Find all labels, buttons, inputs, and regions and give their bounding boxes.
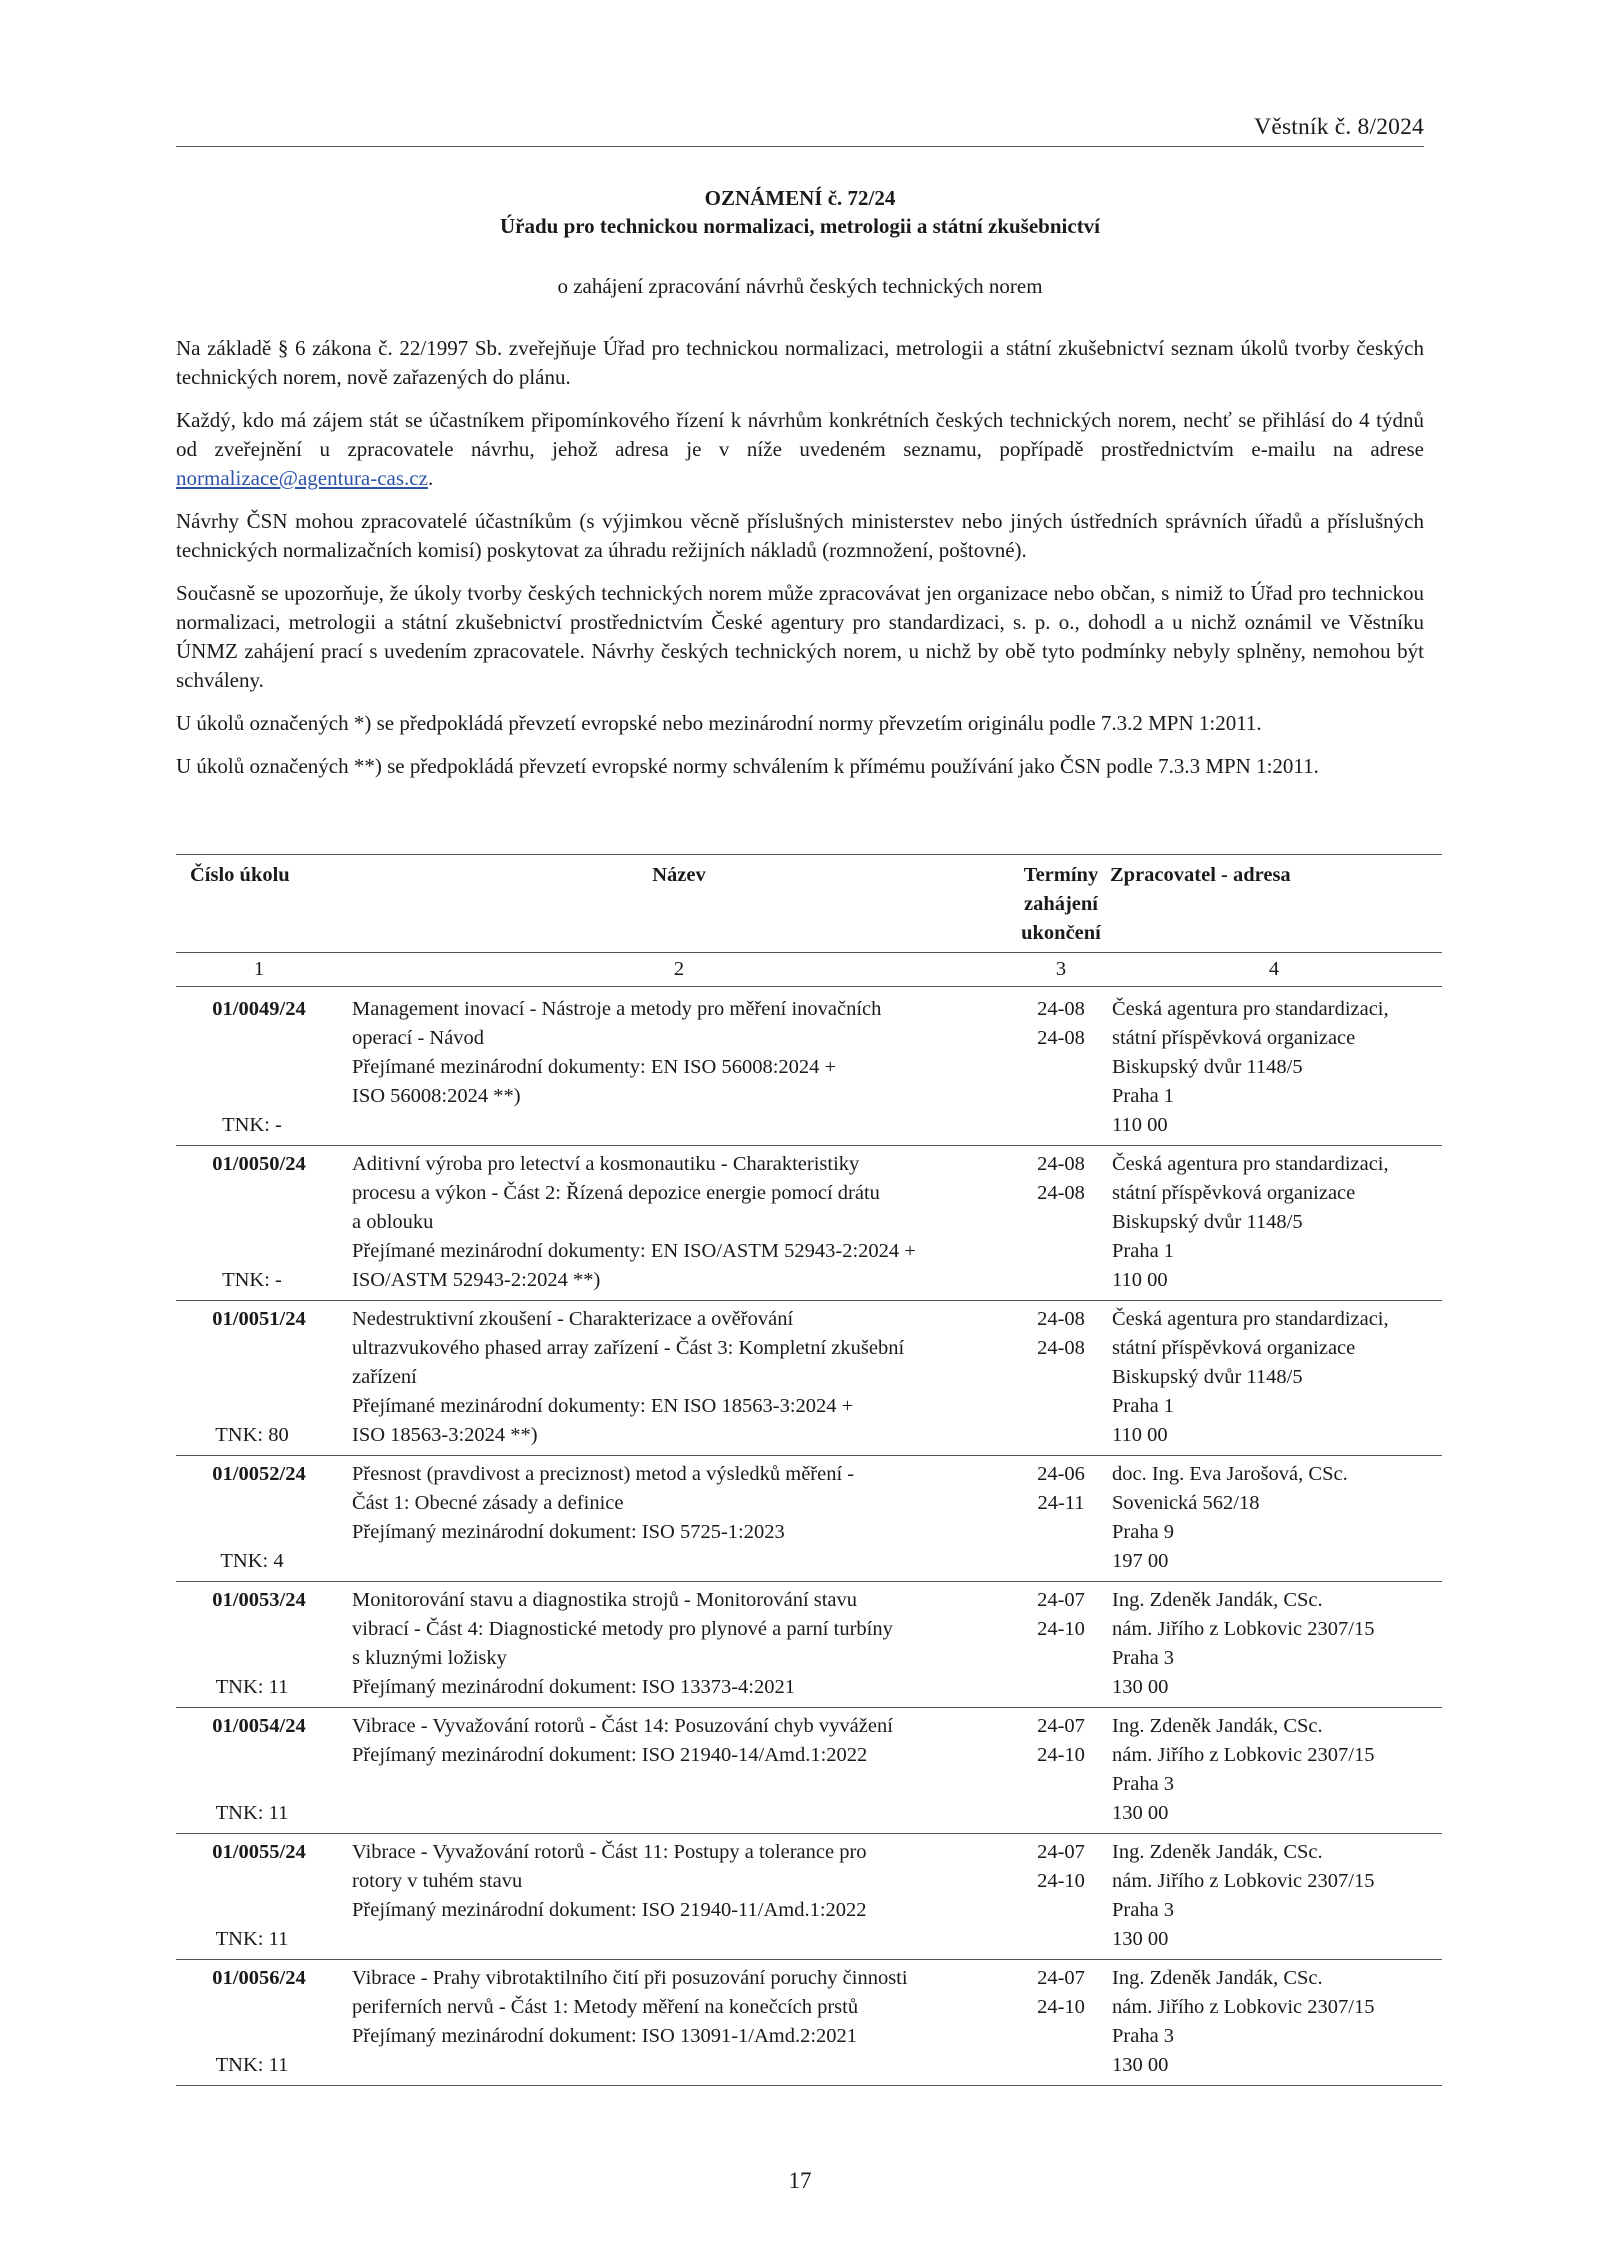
task-name-line: Přejímané mezinárodní dokumenty: EN ISO/ASTM 52943-2:2024 + [352, 1240, 916, 1262]
end-date: 24-10 [1037, 1870, 1085, 1892]
address-line: Biskupský dvůr 1148/5 [1112, 1366, 1303, 1388]
table-body [176, 987, 1442, 2086]
task-name-line: a oblouku [352, 1211, 434, 1233]
column-number: 4 [1106, 953, 1442, 987]
task-name-line: procesu a výkon - Část 2: Řízená depozice energie pomocí drátu [352, 1182, 880, 1204]
task-name-line: Přejímané mezinárodní dokumenty: EN ISO 56008:2024 + [352, 1056, 837, 1078]
tnk-label: TNK: 11 [215, 2054, 289, 2076]
task-dates-cell [1016, 1456, 1106, 1582]
end-date: 24-10 [1037, 1618, 1085, 1640]
processor-address-cell [1106, 1456, 1442, 1582]
address-line: státní příspěvková organizace [1112, 1027, 1356, 1049]
task-name-line: Přesnost (pravdivost a preciznost) metod a výsledků měření - [352, 1463, 855, 1485]
task-name-cell [342, 1708, 1016, 1834]
table-row [176, 1146, 1442, 1301]
tnk-label: TNK: - [222, 1114, 282, 1136]
task-number-cell [176, 1582, 342, 1708]
table-row [176, 1834, 1442, 1960]
header-dates [1016, 855, 1106, 953]
address-line: 130 00 [1112, 2054, 1169, 2076]
task-name-cell [342, 1146, 1016, 1301]
address-line: Praha 1 [1112, 1085, 1175, 1107]
paragraph-participation-text: Každý, kdo má zájem stát se účastníkem připomínkového řízení k návrhům konkrétních českých technických norem, nechť se přihlásí do 4 týdnů od zveřejnění u zpracovatele návrhu, jehož adresa je v níže uvedeném seznamu, popřípadě prostřednictvím e-mailu na adrese [176, 408, 1424, 461]
task-name-cell [342, 1960, 1016, 2086]
task-number-cell [176, 1456, 342, 1582]
task-name-line: Přejímaný mezinárodní dokument: ISO 21940-14/Amd.1:2022 [352, 1744, 868, 1766]
tnk-label: TNK: 4 [220, 1550, 284, 1572]
address-line: Biskupský dvůr 1148/5 [1112, 1056, 1303, 1078]
task-name-line: Přejímaný mezinárodní dokument: ISO 13373-4:2021 [352, 1676, 795, 1698]
address-line: 110 00 [1112, 1114, 1168, 1136]
address-line: Biskupský dvůr 1148/5 [1112, 1211, 1303, 1233]
address-line: Ing. Zdeněk Jandák, CSc. [1112, 1841, 1323, 1863]
start-date: 24-07 [1037, 1967, 1085, 1989]
task-name-line: periferních nervů - Část 1: Metody měření na konečcích prstů [352, 1996, 859, 2018]
address-line: Praha 3 [1112, 1647, 1175, 1669]
start-date: 24-08 [1037, 1308, 1085, 1330]
task-number: 01/0053/24 [212, 1589, 306, 1611]
table-row [176, 1456, 1442, 1582]
task-dates-cell [1016, 1960, 1106, 2086]
task-name-cell [342, 1582, 1016, 1708]
processor-address-cell [1106, 1960, 1442, 2086]
announcement-subtitle: o zahájení zpracování návrhů českých technických norem [557, 274, 1043, 298]
task-name-line: Management inovací - Nástroje a metody pro měření inovačních [352, 998, 882, 1020]
table-row [176, 1301, 1442, 1456]
task-name-cell [342, 987, 1016, 1146]
email-link[interactable]: normalizace@agentura-cas.cz [176, 466, 428, 490]
address-line: 110 00 [1112, 1269, 1168, 1291]
task-number-cell [176, 1960, 342, 2086]
task-name-line: rotory v tuhém stavu [352, 1870, 523, 1892]
task-name-line: ultrazvukového phased array zařízení - Část 3: Kompletní zkušební [352, 1337, 905, 1359]
task-dates-cell [1016, 1582, 1106, 1708]
task-number-cell [176, 987, 342, 1146]
address-line: nám. Jiřího z Lobkovic 2307/15 [1112, 1618, 1375, 1640]
end-date: 24-08 [1037, 1027, 1085, 1049]
end-date: 24-08 [1037, 1182, 1085, 1204]
address-line: Praha 1 [1112, 1240, 1175, 1262]
address-line: doc. Ing. Eva Jarošová, CSc. [1112, 1463, 1348, 1485]
document-page [176, 0, 1424, 2263]
table-row [176, 1708, 1442, 1834]
task-dates-cell [1016, 1146, 1106, 1301]
task-name-cell [342, 1456, 1016, 1582]
processor-address-cell [1106, 1834, 1442, 1960]
address-line: státní příspěvková organizace [1112, 1182, 1356, 1204]
column-number: 2 [342, 953, 1016, 987]
end-date: 24-10 [1037, 1996, 1085, 2018]
task-name-line: vibrací - Část 4: Diagnostické metody pro plynové a parní turbíny [352, 1618, 893, 1640]
start-date: 24-07 [1037, 1589, 1085, 1611]
paragraph-participation [176, 406, 1424, 493]
task-number-cell [176, 1834, 342, 1960]
task-name-line: Vibrace - Vyvažování rotorů - Část 11: Postupy a tolerance pro [352, 1841, 867, 1863]
address-line: 130 00 [1112, 1802, 1169, 1824]
end-date: 24-11 [1037, 1492, 1085, 1514]
header-dates-line: Termíny [1023, 864, 1099, 886]
header-dates-line: ukončení [1021, 922, 1101, 944]
paragraph-notice: Současně se upozorňuje, že úkoly tvorby českých technických norem může zpracovávat jen organizace nebo občan, s nimiž to Úřad pro technickou normalizaci, metrologii a státní zkušebnictví prostřednictvím České agentury pro standardizaci, s. p. o., dohodl a u nichž oznámil ve Věstníku ÚNMZ zahájení prací s uvedením zpracovatele. Návrhy českých technických norem, u nichž by obě tyto podmínky nebyly splněny, nemohou být schváleny. [176, 581, 1424, 692]
address-line: nám. Jiřího z Lobkovic 2307/15 [1112, 1744, 1375, 1766]
announcement-title: OZNÁMENÍ č. 72/24 [704, 186, 896, 210]
address-line: Ing. Zdeněk Jandák, CSc. [1112, 1589, 1323, 1611]
header-name: Název [342, 855, 1016, 953]
end-date: 24-08 [1037, 1337, 1085, 1359]
address-line: Česká agentura pro standardizaci, [1112, 1153, 1389, 1175]
task-number: 01/0051/24 [212, 1308, 306, 1330]
table-row [176, 1960, 1442, 2086]
task-number-cell [176, 1708, 342, 1834]
task-name-line: operací - Návod [352, 1027, 485, 1049]
paragraph-participation-end: . [427, 466, 434, 490]
task-name-line: ISO 56008:2024 **) [352, 1085, 521, 1107]
table-row [176, 987, 1442, 1146]
task-number-cell [176, 1301, 342, 1456]
task-name-line: Přejímané mezinárodní dokumenty: EN ISO 18563-3:2024 + [352, 1395, 854, 1417]
address-line: státní příspěvková organizace [1112, 1337, 1356, 1359]
table-row [176, 1582, 1442, 1708]
task-name-line: Část 1: Obecné zásady a definice [352, 1492, 624, 1514]
column-number-row [176, 953, 1442, 987]
tnk-label: TNK: 11 [215, 1928, 289, 1950]
end-date: 24-10 [1037, 1744, 1085, 1766]
paragraph-note-double-star: U úkolů označených **) se předpokládá převzetí evropské normy schválením k přímému používání jako ČSN podle 7.3.3 MPN 1:2011. [176, 754, 1319, 778]
task-name-line: Aditivní výroba pro letectví a kosmonautiku - Charakteristiky [352, 1153, 860, 1175]
processor-address-cell [1106, 1708, 1442, 1834]
header-dates-line: zahájení [1023, 893, 1099, 915]
start-date: 24-06 [1037, 1463, 1085, 1485]
header-rule [176, 146, 1424, 147]
address-line: Praha 3 [1112, 1899, 1175, 1921]
task-name-line: Vibrace - Prahy vibrotaktilního čití při posuzování poruchy činnosti [352, 1967, 908, 1989]
task-name-line: Monitorování stavu a diagnostika strojů - Monitorování stavu [352, 1589, 858, 1611]
task-name-line: Přejímaný mezinárodní dokument: ISO 5725-1:2023 [352, 1521, 785, 1543]
start-date: 24-08 [1037, 998, 1085, 1020]
address-line: Praha 9 [1112, 1521, 1175, 1543]
task-number: 01/0054/24 [212, 1715, 306, 1737]
address-line: nám. Jiřího z Lobkovic 2307/15 [1112, 1870, 1375, 1892]
paragraph-legal-basis: Na základě § 6 zákona č. 22/1997 Sb. zveřejňuje Úřad pro technickou normalizaci, metrologii a státní zkušebnictví seznam úkolů tvorby českých technických norem, nově zařazených do plánu. [176, 336, 1424, 389]
address-line: Praha 3 [1112, 2025, 1175, 2047]
intro-paragraphs [176, 334, 1424, 795]
task-name-cell [342, 1834, 1016, 1960]
processor-address-cell [1106, 1582, 1442, 1708]
journal-header: Věstník č. 8/2024 [1254, 114, 1424, 140]
start-date: 24-07 [1037, 1841, 1085, 1863]
address-line: Praha 1 [1112, 1395, 1175, 1417]
processor-address-cell [1106, 1146, 1442, 1301]
task-dates-cell [1016, 987, 1106, 1146]
address-line: 130 00 [1112, 1928, 1169, 1950]
task-name-line: Nedestruktivní zkoušení - Charakterizace a ověřování [352, 1308, 794, 1330]
task-name-line: zařízení [352, 1366, 417, 1388]
address-line: Česká agentura pro standardizaci, [1112, 998, 1389, 1020]
task-number: 01/0052/24 [212, 1463, 306, 1485]
task-number: 01/0055/24 [212, 1841, 306, 1863]
address-line: Sovenická 562/18 [1112, 1492, 1260, 1514]
tasks-table [176, 854, 1442, 2086]
table-header-row [176, 855, 1442, 953]
address-line: Praha 3 [1112, 1773, 1175, 1795]
task-number: 01/0056/24 [212, 1967, 306, 1989]
task-dates-cell [1016, 1301, 1106, 1456]
tnk-label: TNK: 80 [215, 1424, 289, 1446]
announcement-authority: Úřadu pro technickou normalizaci, metrologii a státní zkušebnictví [499, 214, 1101, 238]
address-line: Ing. Zdeněk Jandák, CSc. [1112, 1715, 1323, 1737]
tnk-label: TNK: 11 [215, 1676, 289, 1698]
address-line: Ing. Zdeněk Jandák, CSc. [1112, 1967, 1323, 1989]
header-processor-address: Zpracovatel - adresa [1106, 855, 1442, 953]
address-line: 130 00 [1112, 1676, 1169, 1698]
task-number-cell [176, 1146, 342, 1301]
task-number: 01/0049/24 [212, 998, 306, 1020]
task-name-line: ISO 18563-3:2024 **) [352, 1424, 538, 1446]
column-number: 1 [176, 953, 342, 987]
task-name-line: s kluznými ložisky [352, 1647, 507, 1669]
task-name-line: Přejímaný mezinárodní dokument: ISO 13091-1/Amd.2:2021 [352, 2025, 858, 2047]
task-name-line: Vibrace - Vyvažování rotorů - Část 14: Posuzování chyb vyvážení [352, 1715, 893, 1737]
paragraph-drafts: Návrhy ČSN mohou zpracovatelé účastníkům (s výjimkou věcně příslušných ministerstev nebo jiných ústředních správních úřadů a příslušných technických normalizačních komisí) poskytovat za úhradu režijních nákladů (rozmnožení, poštovné). [176, 509, 1424, 562]
processor-address-cell [1106, 1301, 1442, 1456]
page-number: 17 [788, 2168, 812, 2193]
task-name-line: ISO/ASTM 52943-2:2024 **) [352, 1269, 601, 1291]
paragraph-note-single-star: U úkolů označených *) se předpokládá převzetí evropské nebo mezinárodní normy převzetím originálu podle 7.3.2 MPN 1:2011. [176, 711, 1262, 735]
task-number: 01/0050/24 [212, 1153, 306, 1175]
address-line: nám. Jiřího z Lobkovic 2307/15 [1112, 1996, 1375, 2018]
address-line: 197 00 [1112, 1550, 1169, 1572]
task-name-line: Přejímaný mezinárodní dokument: ISO 21940-11/Amd.1:2022 [352, 1899, 867, 1921]
tnk-label: TNK: - [222, 1269, 282, 1291]
start-date: 24-08 [1037, 1153, 1085, 1175]
task-dates-cell [1016, 1834, 1106, 1960]
column-number: 3 [1016, 953, 1106, 987]
processor-address-cell [1106, 987, 1442, 1146]
task-name-cell [342, 1301, 1016, 1456]
address-line: Česká agentura pro standardizaci, [1112, 1308, 1389, 1330]
address-line: 110 00 [1112, 1424, 1168, 1446]
tnk-label: TNK: 11 [215, 1802, 289, 1824]
header-task-number: Číslo úkolu [176, 855, 342, 953]
task-dates-cell [1016, 1708, 1106, 1834]
start-date: 24-07 [1037, 1715, 1085, 1737]
